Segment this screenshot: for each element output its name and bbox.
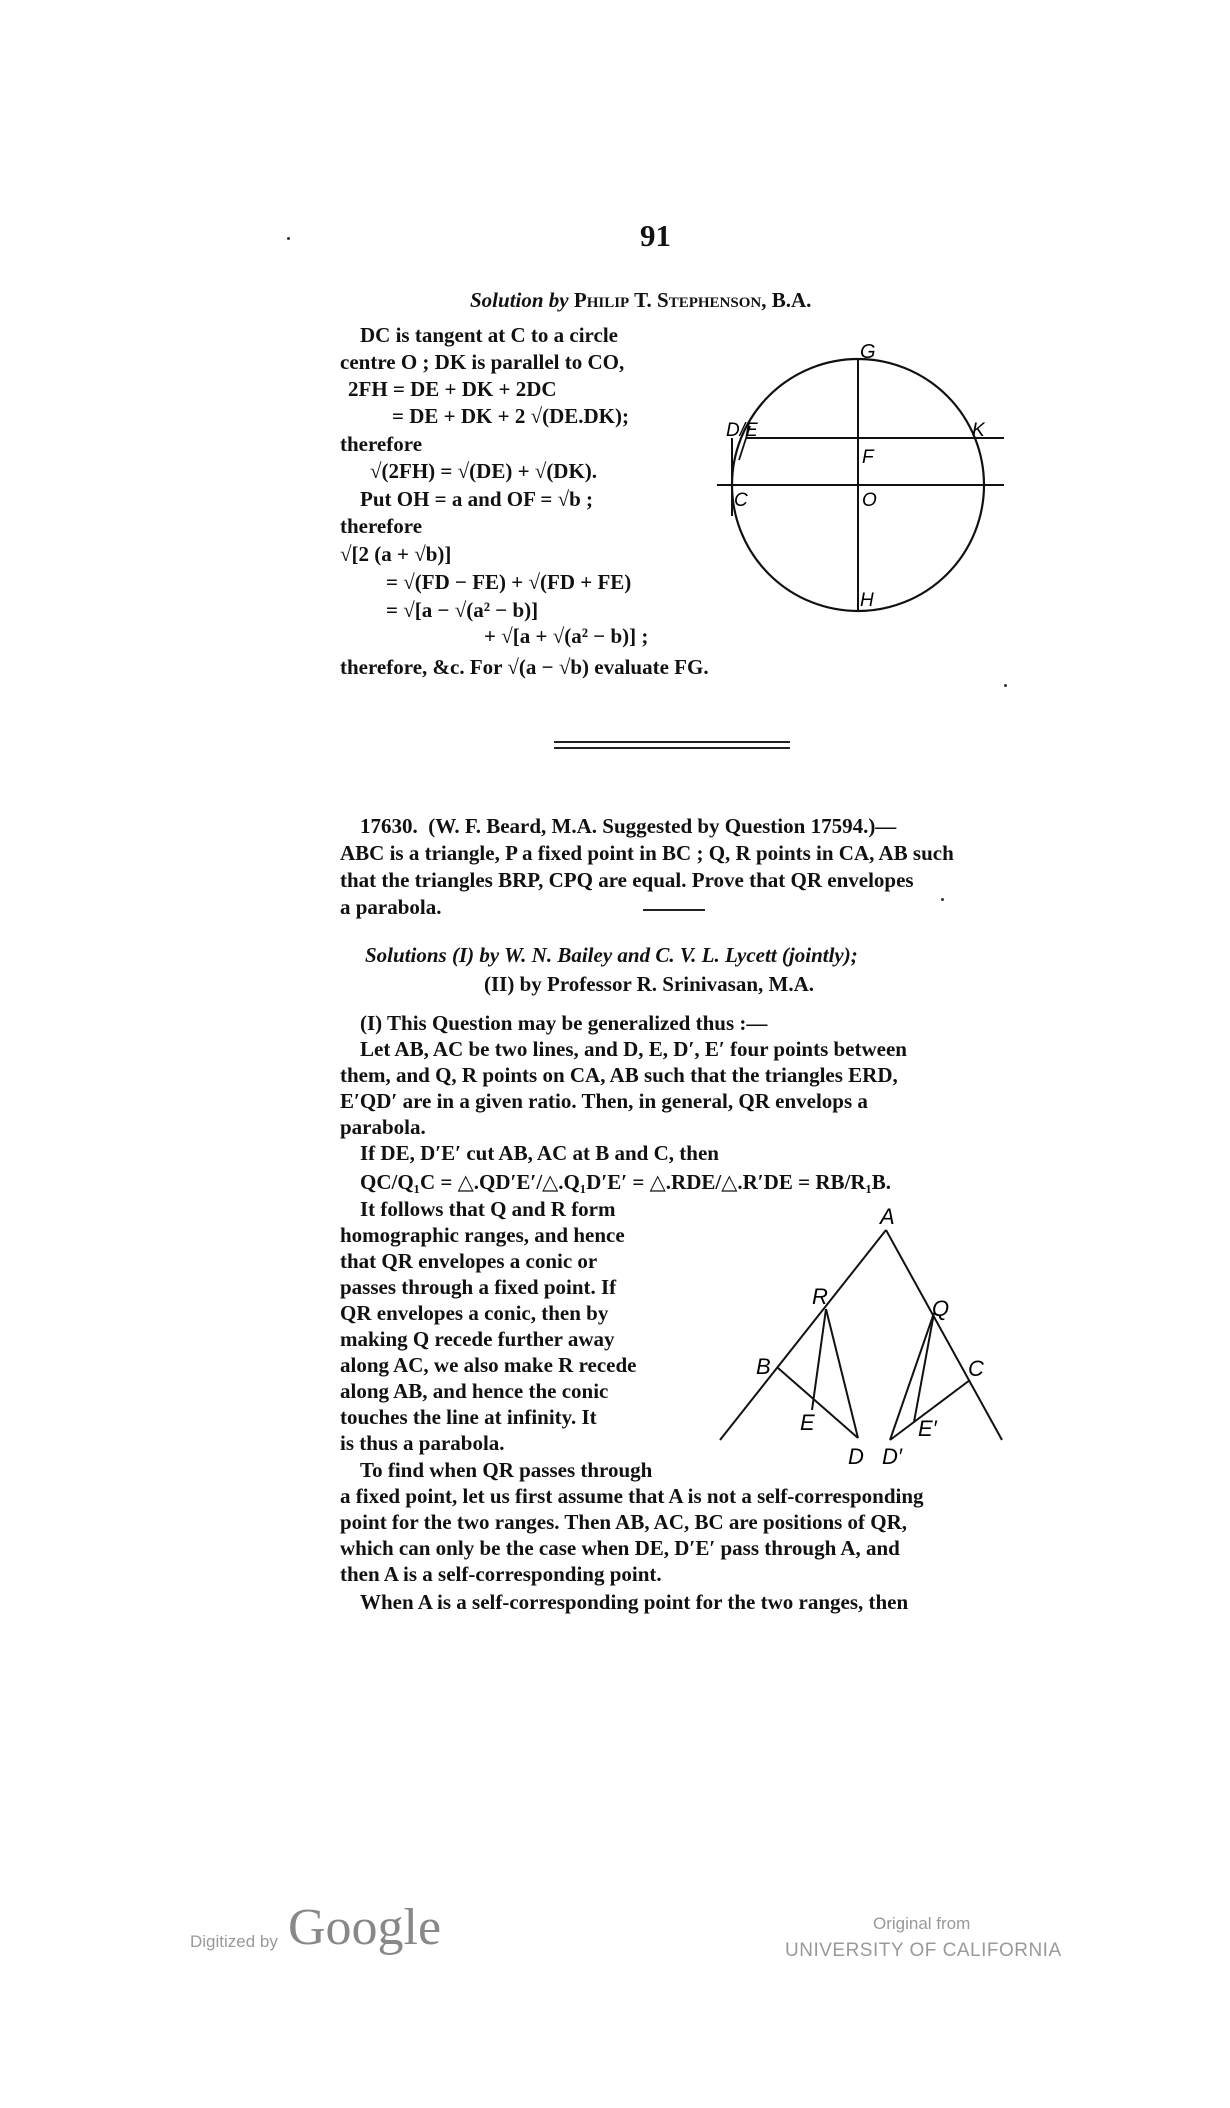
triangle-figure [700,1200,1020,1480]
line-qe2 [914,1313,934,1422]
original-from-label: Original from [873,1914,971,1933]
label-e: E [800,1410,815,1435]
sol1-line: centre O ; DK is parallel to CO, [340,350,625,374]
question-line: that the triangles BRP, CPQ are equal. Prove that QR envelopes [340,868,914,892]
sol1-line: = √[a − √(a² − b)] [386,598,539,622]
label-c: C [734,490,748,511]
label-f: F [862,447,874,468]
line-rd [826,1309,858,1438]
sol2-line: along AB, and hence the conic [340,1379,609,1403]
section-separator [554,741,790,749]
sol2-line: along AC, we also make R recede [340,1353,637,1377]
label-h: H [860,590,874,611]
label-de: D/E [726,420,758,441]
sol1-line: therefore, &c. For √(a − √b) evaluate FG. [340,655,709,679]
sol1-line: 2FH = DE + DK + 2DC [348,377,557,401]
sol2-line: When A is a self-corresponding point for the two ranges, then [360,1590,909,1614]
solution1-heading: Solution by Philip T. Stephenson, B.A. [470,288,812,312]
solution2-heading-line2: (II) by Professor R. Srinivasan, M.A. [484,972,814,996]
label-a: A [880,1204,895,1229]
label-g: G [860,341,876,363]
sol2-line: E′QD′ are in a given ratio. Then, in general, QR envelops a [340,1089,868,1113]
sol2-line: If DE, D′E′ cut AB, AC at B and C, then [360,1141,719,1165]
sol2-line: touches the line at infinity. It [340,1405,597,1429]
label-d: D [848,1444,864,1469]
sol2-line: that QR envelopes a conic or [340,1249,598,1273]
question-number: 17630. [360,814,418,838]
institution-label: UNIVERSITY OF CALIFORNIA [785,1940,1062,1961]
short-rule [643,909,705,911]
label-o: O [862,490,877,511]
sol1-line: therefore [340,432,423,456]
speck [941,898,944,901]
sol1-line: + √[a + √(a² − b)] ; [484,624,649,648]
sol2-line: point for the two ranges. Then AB, AC, BC are positions of QR, [340,1510,908,1534]
digitized-by-label: Digitized by [190,1932,278,1951]
speck [287,237,290,240]
sol2-line: which can only be the case when DE, D′E′ pass through A, and [340,1536,900,1560]
sol2-line: passes through a fixed point. If [340,1275,617,1299]
label-e-prime: E′ [918,1416,937,1441]
sol2-line: To find when QR passes through [360,1458,653,1482]
sol2-line: is thus a parabola. [340,1431,505,1455]
line-re [812,1309,826,1410]
page-number: 91 [640,218,671,253]
label-b: B [756,1354,771,1379]
sol2-line: parabola. [340,1115,426,1139]
sol1-line: therefore [340,514,423,538]
sol1-line: Put OH = a and OF = √b ; [360,487,594,511]
label-c2: C [968,1356,984,1381]
sol2-line: a fixed point, let us first assume that A is not a self-corresponding [340,1484,924,1508]
sol1-line: √(2FH) = √(DE) + √(DK). [370,459,598,483]
circle-figure [712,338,1012,618]
sol2-line: QR envelopes a conic, then by [340,1301,609,1325]
sol2-line: Let AB, AC be two lines, and D, E, D′, E′ four points between [360,1037,907,1061]
sol2-line: It follows that Q and R form [360,1197,616,1221]
label-d-prime: D′ [882,1444,903,1469]
sol2-line: making Q recede further away [340,1327,615,1351]
question-line: ABC is a triangle, P a fixed point in BC ; Q, R points in CA, AB such [340,841,954,865]
sol1-line: = DE + DK + 2 √(DE.DK); [392,404,629,428]
line-bd [778,1368,858,1438]
label-q: Q [932,1296,950,1321]
label-k: K [972,420,985,441]
label-r: R [812,1284,828,1309]
sol2-line: homographic ranges, and hence [340,1223,625,1247]
sol1-line: √[2 (a + √b)] [340,542,452,566]
question-line: a parabola. [340,895,442,919]
line-ac [886,1230,1002,1440]
solution2-heading-line1: Solutions (I) by W. N. Bailey and C. V. L. Lycett (jointly); [365,943,858,967]
google-logo: Google [288,1899,442,1956]
sol2-line: them, and Q, R points on CA, AB such that the triangles ERD, [340,1063,898,1087]
speck [1004,684,1007,687]
sol2-line: QC/Q₁C = △.QD′E′/△.Q₁D′E′ = △.RDE/△.R′DE = RB/R₁B. [360,1170,892,1194]
sol1-line: DC is tangent at C to a circle [360,323,618,347]
sol1-line: = √(FD − FE) + √(FD + FE) [386,570,632,594]
line-ab [720,1230,886,1440]
sol2-line: (I) This Question may be generalized thus :— [360,1011,768,1035]
question-line: 17630. (W. F. Beard, M.A. Suggested by Question 17594.)— [360,814,897,838]
sol2-line: then A is a self-corresponding point. [340,1562,662,1586]
